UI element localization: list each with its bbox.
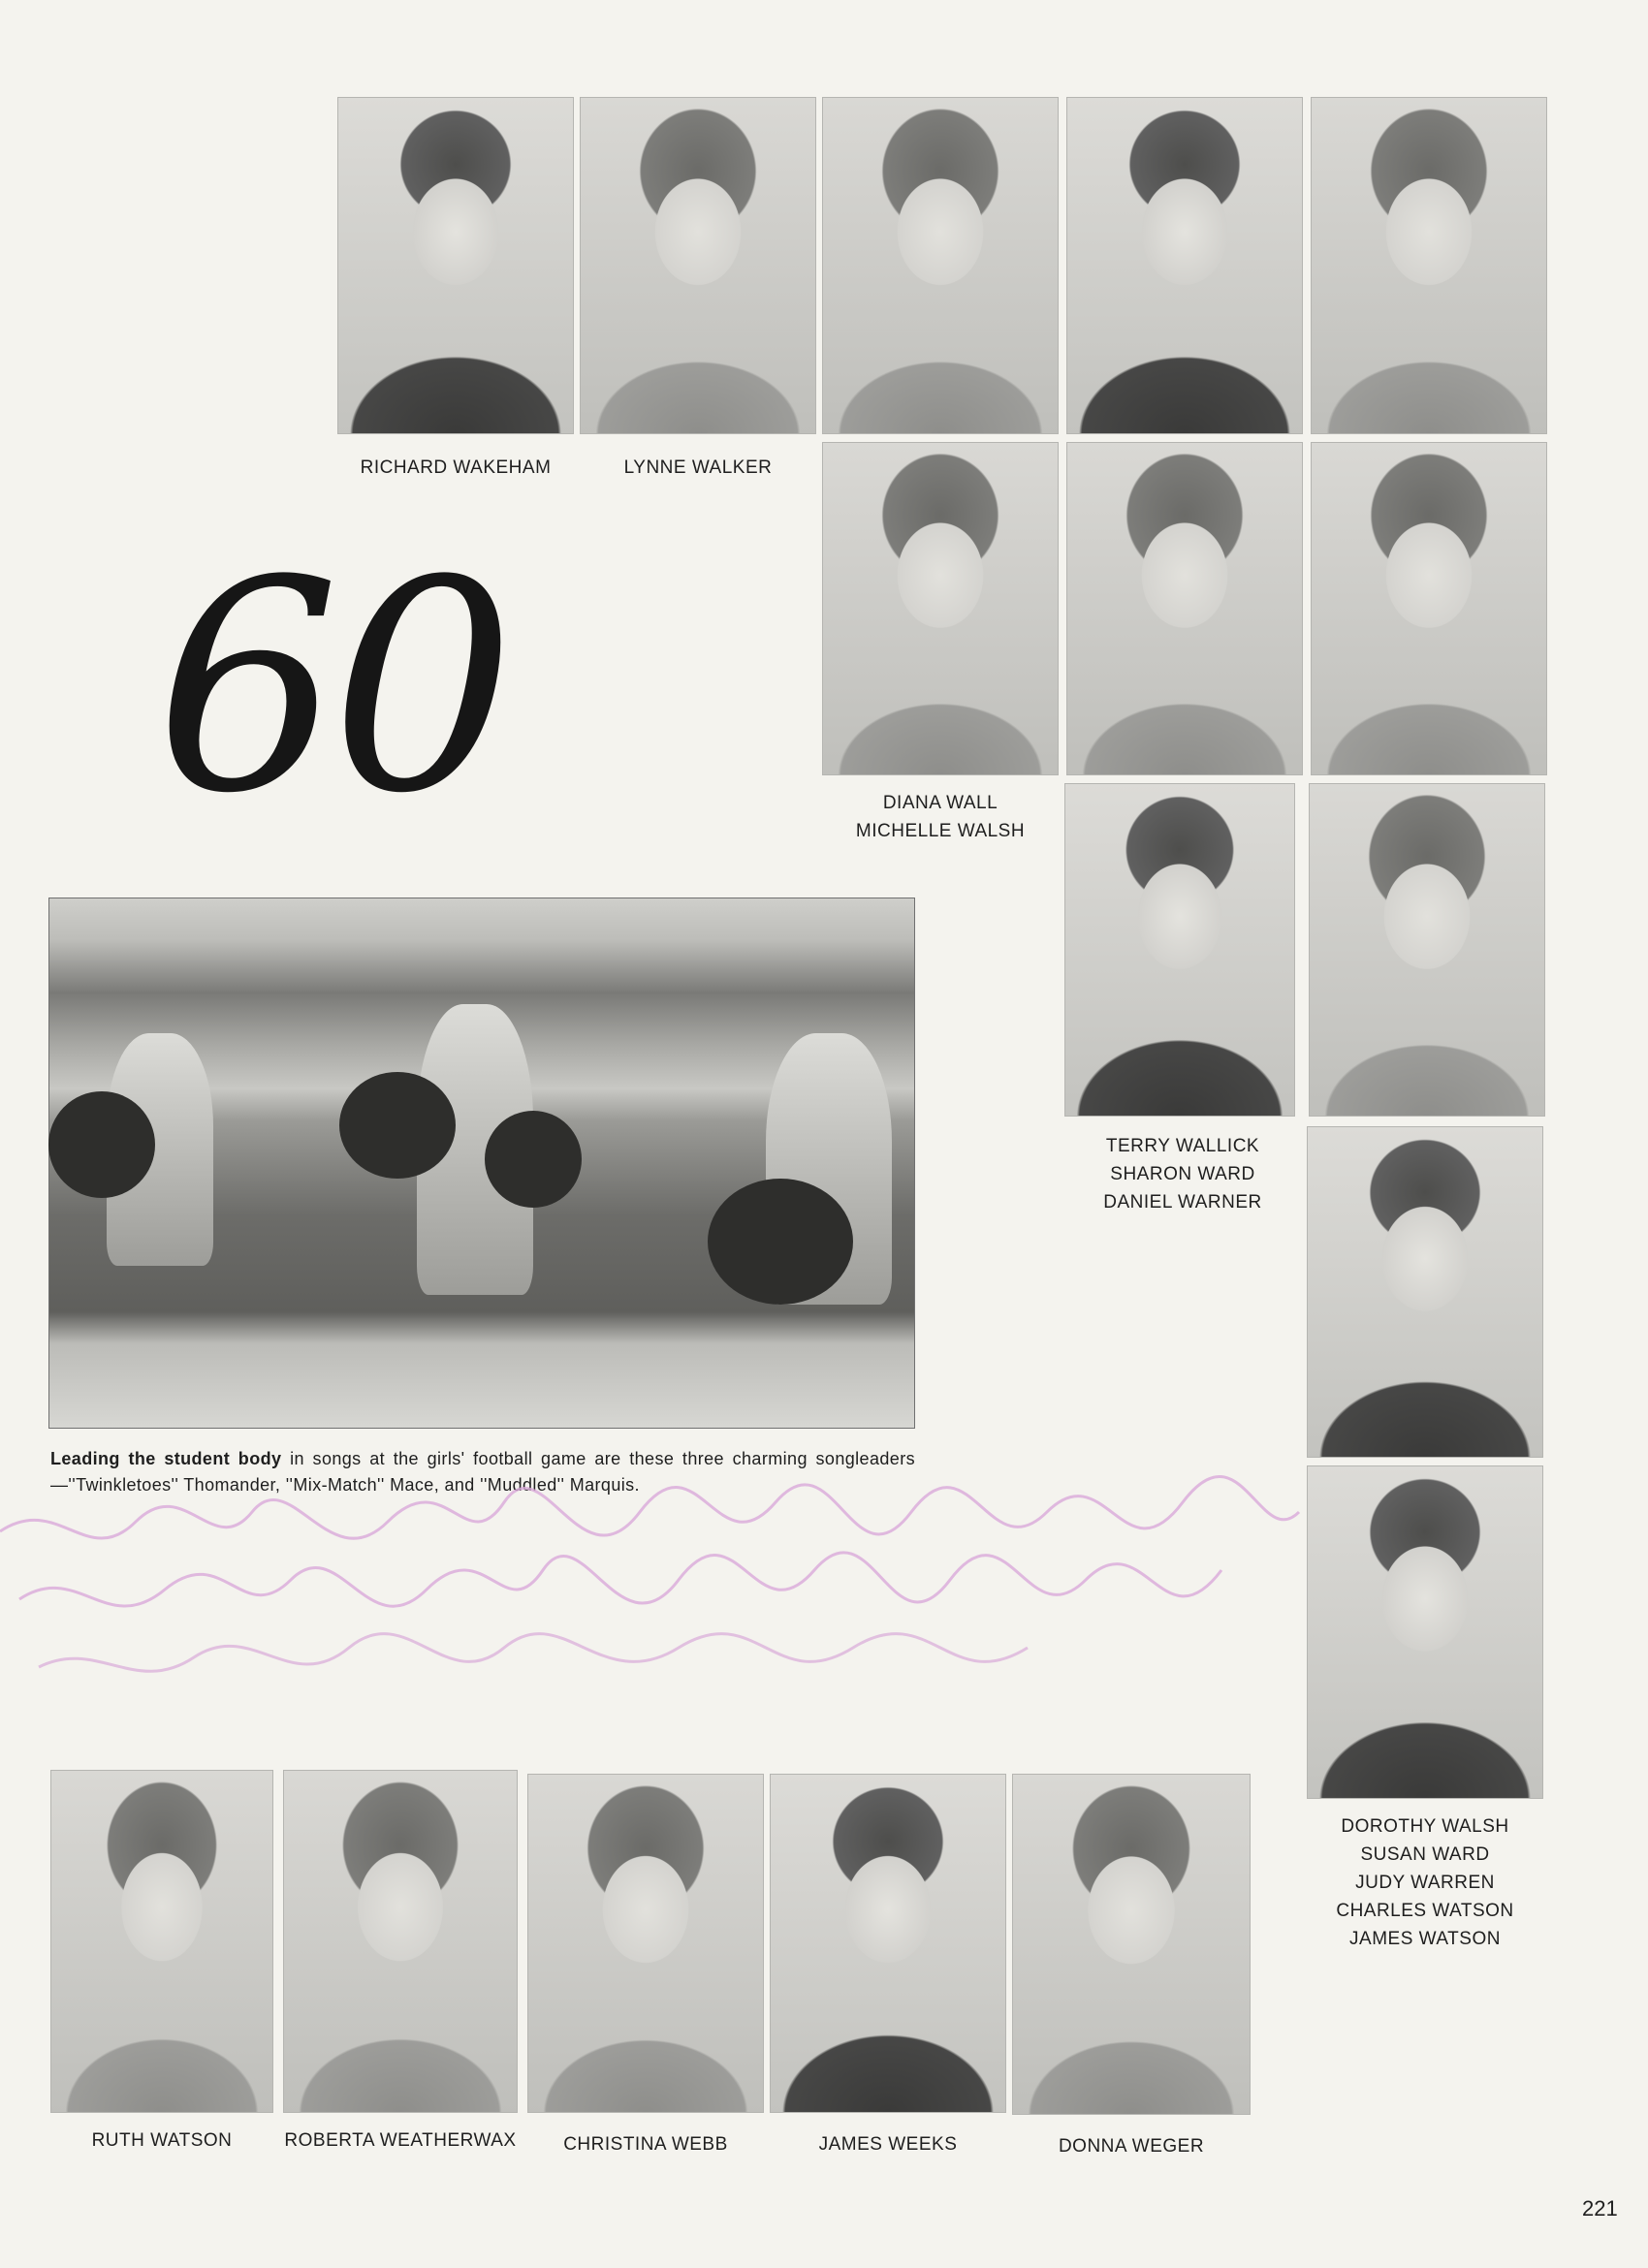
pompom [485, 1111, 582, 1208]
name-lynne-walker: LYNNE WALKER [623, 457, 773, 478]
name-dorothy-walsh: DOROTHY WALSH [1341, 1816, 1509, 1837]
portrait-top-4 [1066, 97, 1303, 434]
pompom [339, 1072, 456, 1179]
name-ruth-watson: RUTH WATSON [91, 2130, 233, 2151]
portrait-michelle-walsh [1066, 442, 1303, 775]
portrait-top-5 [1311, 97, 1547, 434]
name-diana-wall: DIANA WALL [882, 793, 998, 813]
name-judy-warren: JUDY WARREN [1355, 1873, 1495, 1893]
class-year: 60 [155, 519, 506, 857]
name-susan-ward: SUSAN WARD [1360, 1844, 1490, 1865]
name-michelle-walsh: MICHELLE WALSH [855, 821, 1026, 841]
portrait-daniel-warner [1307, 1126, 1543, 1458]
portrait-sharon-ward [1309, 783, 1545, 1117]
name-richard-wakeham: RICHARD WAKEHAM [360, 457, 552, 478]
songleaders-caption [50, 1446, 915, 1498]
caption-wallick-ward-warner [1064, 1132, 1301, 1216]
portrait-donna-weger [1012, 1774, 1251, 2115]
portrait-right-column-2 [1307, 1465, 1543, 1799]
name-christina-webb: CHRISTINA WEBB [563, 2134, 728, 2155]
name-donna-weger: DONNA WEGER [1058, 2136, 1205, 2157]
portrait-richard-wakeham [337, 97, 574, 434]
name-james-watson: JAMES WATSON [1349, 1929, 1501, 1949]
name-daniel-warner: DANIEL WARNER [1103, 1192, 1262, 1213]
caption-lead: Leading the student body [50, 1449, 282, 1468]
portrait-ruth-watson [50, 1770, 273, 2113]
songleaders-photo [48, 898, 915, 1429]
name-terry-wallick: TERRY WALLICK [1105, 1136, 1260, 1156]
portrait-terry-wallick [1064, 783, 1295, 1117]
caption-wall-walsh [822, 789, 1059, 845]
portrait-diana-wall [822, 442, 1059, 775]
portrait-james-weeks [770, 1774, 1006, 2113]
portrait-roberta-weatherwax [283, 1770, 518, 2113]
pompom [48, 1091, 155, 1198]
pompom [708, 1179, 853, 1305]
name-roberta-weatherwax: ROBERTA WEATHERWAX [284, 2130, 517, 2151]
name-sharon-ward: SHARON WARD [1110, 1164, 1255, 1184]
portrait-top-3 [822, 97, 1059, 434]
page-number: 221 [1582, 2196, 1618, 2221]
name-charles-watson: CHARLES WATSON [1336, 1901, 1514, 1921]
name-james-weeks: JAMES WEEKS [818, 2134, 958, 2155]
portrait-row2-3 [1311, 442, 1547, 775]
caption-walsh-ward-warren-watson [1307, 1812, 1543, 1953]
portrait-lynne-walker [580, 97, 816, 434]
caption-text: in songs at the girls' football game are these three charming songleaders—''Twinkletoes'' Thomander, ''Mix-Match'' Mace, and ''Muddled'' Marquis. [50, 1449, 915, 1495]
portrait-christina-webb [527, 1774, 764, 2113]
